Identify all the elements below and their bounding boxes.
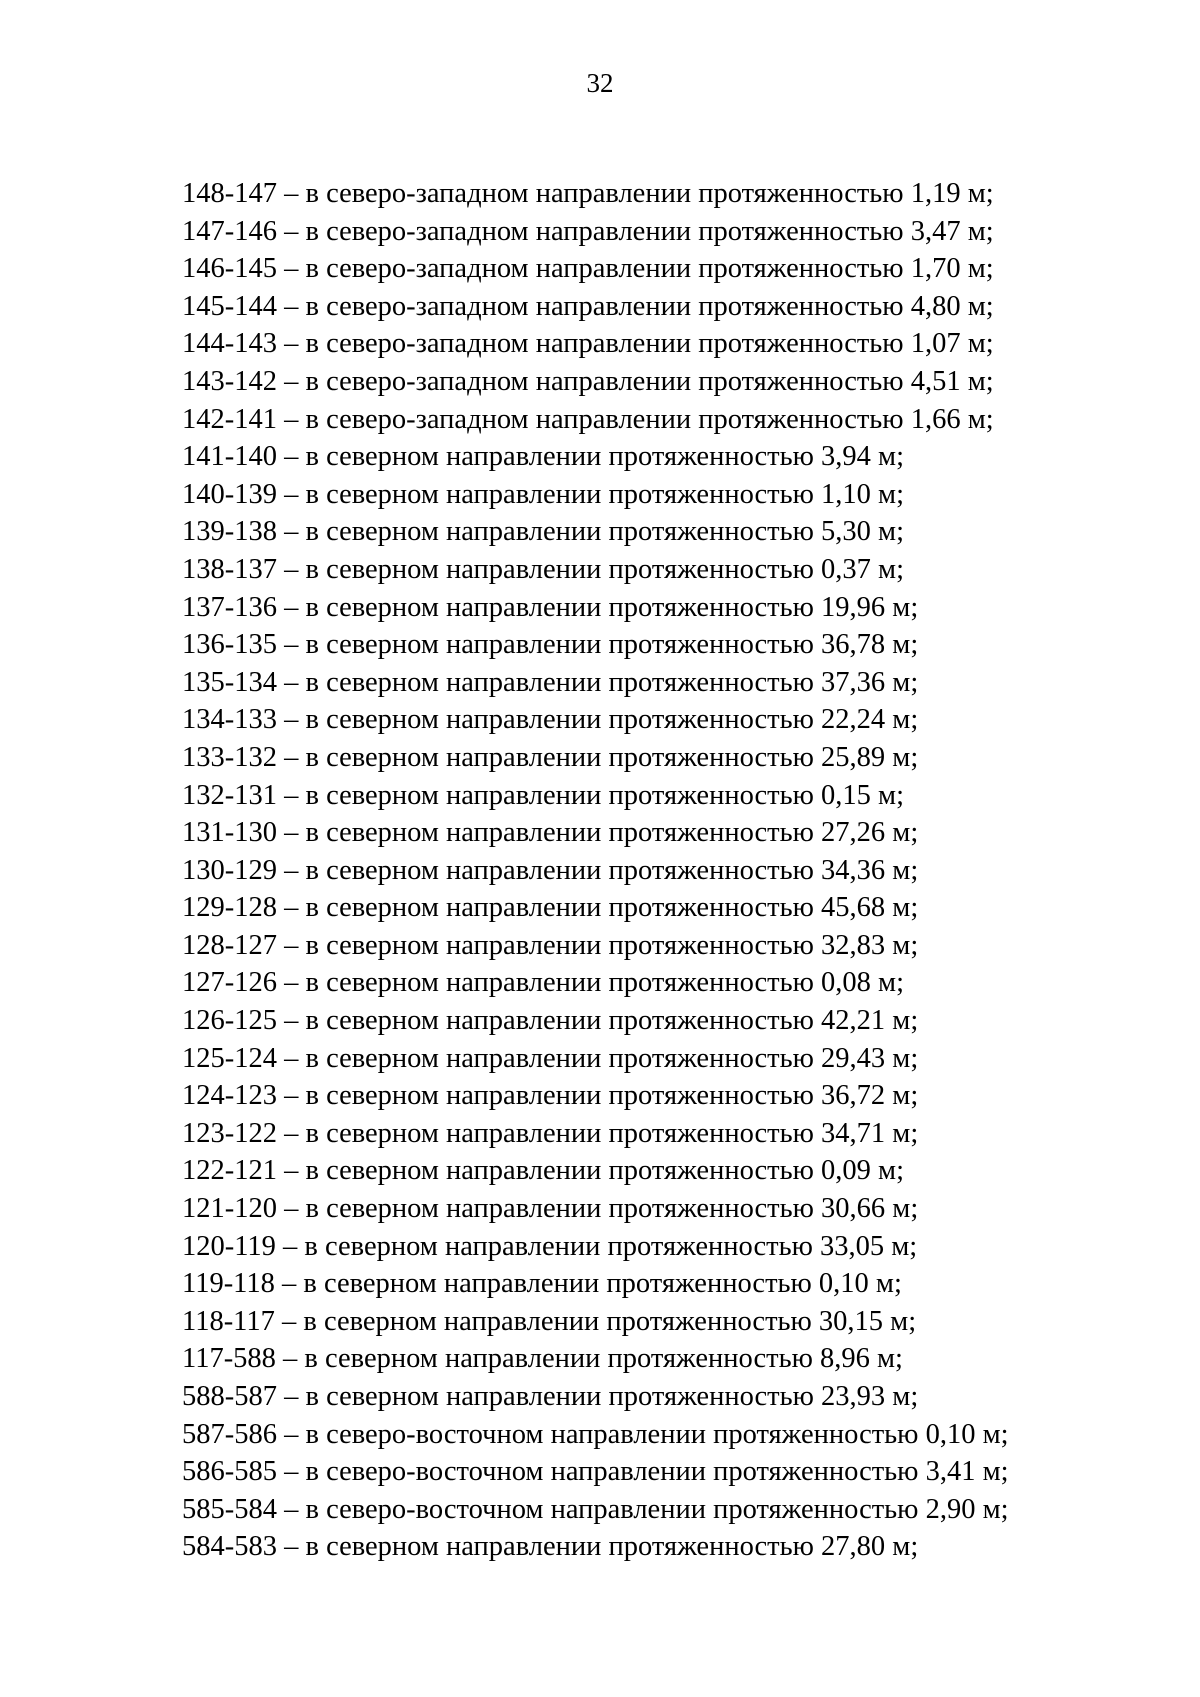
boundary-segment-line: 134-133 – в северном направлении протяженностью 22,24 м; <box>182 704 919 736</box>
boundary-segment-line: 135-134 – в северном направлении протяженностью 37,36 м; <box>182 666 919 698</box>
boundary-segment-line: 128-127 – в северном направлении протяженностью 32,83 м; <box>182 929 919 961</box>
boundary-segment-line: 138-137 – в северном направлении протяженностью 0,37 м; <box>182 553 905 585</box>
boundary-segment-line: 147-146 – в северо-западном направлении протяженностью 3,47 м; <box>182 215 994 247</box>
boundary-segment-line: 140-139 – в северном направлении протяженностью 1,10 м; <box>182 478 905 510</box>
boundary-segment-list <box>182 175 1142 1566</box>
boundary-segment-line: 131-130 – в северном направлении протяженностью 27,26 м; <box>182 817 919 849</box>
boundary-segment-line: 123-122 – в северном направлении протяженностью 34,71 м; <box>182 1117 919 1149</box>
boundary-segment-line: 119-118 – в северном направлении протяженностью 0,10 м; <box>182 1268 902 1300</box>
boundary-segment-line: 125-124 – в северном направлении протяженностью 29,43 м; <box>182 1042 919 1074</box>
boundary-segment-line: 586-585 – в северо-восточном направлении протяженностью 3,41 м; <box>182 1456 1009 1488</box>
boundary-segment-line: 137-136 – в северном направлении протяженностью 19,96 м; <box>182 591 919 623</box>
boundary-segment-line: 118-117 – в северном направлении протяженностью 30,15 м; <box>182 1305 917 1337</box>
page-number: 32 <box>586 68 614 98</box>
boundary-segment-line: 142-141 – в северо-западном направлении протяженностью 1,66 м; <box>182 403 994 435</box>
boundary-segment-line: 585-584 – в северо-восточном направлении протяженностью 2,90 м; <box>182 1493 1009 1525</box>
boundary-segment-line: 129-128 – в северном направлении протяженностью 45,68 м; <box>182 892 919 924</box>
boundary-segment-line: 136-135 – в северном направлении протяженностью 36,78 м; <box>182 629 919 661</box>
boundary-segment-line: 122-121 – в северном направлении протяженностью 0,09 м; <box>182 1155 905 1187</box>
boundary-segment-line: 141-140 – в северном направлении протяженностью 3,94 м; <box>182 441 905 473</box>
boundary-segment-line: 121-120 – в северном направлении протяженностью 30,66 м; <box>182 1193 919 1225</box>
boundary-segment-line: 124-123 – в северном направлении протяженностью 36,72 м; <box>182 1080 919 1112</box>
boundary-segment-line: 132-131 – в северном направлении протяженностью 0,15 м; <box>182 779 905 811</box>
boundary-segment-line: 584-583 – в северном направлении протяженностью 27,80 м; <box>182 1531 919 1563</box>
boundary-segment-line: 148-147 – в северо-западном направлении протяженностью 1,19 м; <box>182 178 994 209</box>
boundary-segment-line: 133-132 – в северном направлении протяженностью 25,89 м; <box>182 741 919 773</box>
boundary-segment-line: 126-125 – в северном направлении протяженностью 42,21 м; <box>182 1005 919 1037</box>
boundary-segment-line: 143-142 – в северо-западном направлении протяженностью 4,51 м; <box>182 365 994 397</box>
boundary-segment-line: 120-119 – в северном направлении протяженностью 33,05 м; <box>182 1230 918 1262</box>
boundary-segment-line: 117-588 – в северном направлении протяженностью 8,96 м; <box>182 1343 903 1375</box>
boundary-segment-line: 130-129 – в северном направлении протяженностью 34,36 м; <box>182 854 919 886</box>
boundary-segment-line: 145-144 – в северо-западном направлении протяженностью 4,80 м; <box>182 290 994 322</box>
boundary-segment-line: 588-587 – в северном направлении протяженностью 23,93 м; <box>182 1381 919 1412</box>
boundary-segment-line: 144-143 – в северо-западном направлении протяженностью 1,07 м; <box>182 328 994 360</box>
boundary-segment-line: 587-586 – в северо-восточном направлении протяженностью 0,10 м; <box>182 1418 1009 1450</box>
boundary-segment-line: 139-138 – в северном направлении протяженностью 5,30 м; <box>182 516 905 548</box>
boundary-segment-line: 146-145 – в северо-западном направлении протяженностью 1,70 м; <box>182 253 994 285</box>
boundary-segment-line: 127-126 – в северном направлении протяженностью 0,08 м; <box>182 967 905 999</box>
